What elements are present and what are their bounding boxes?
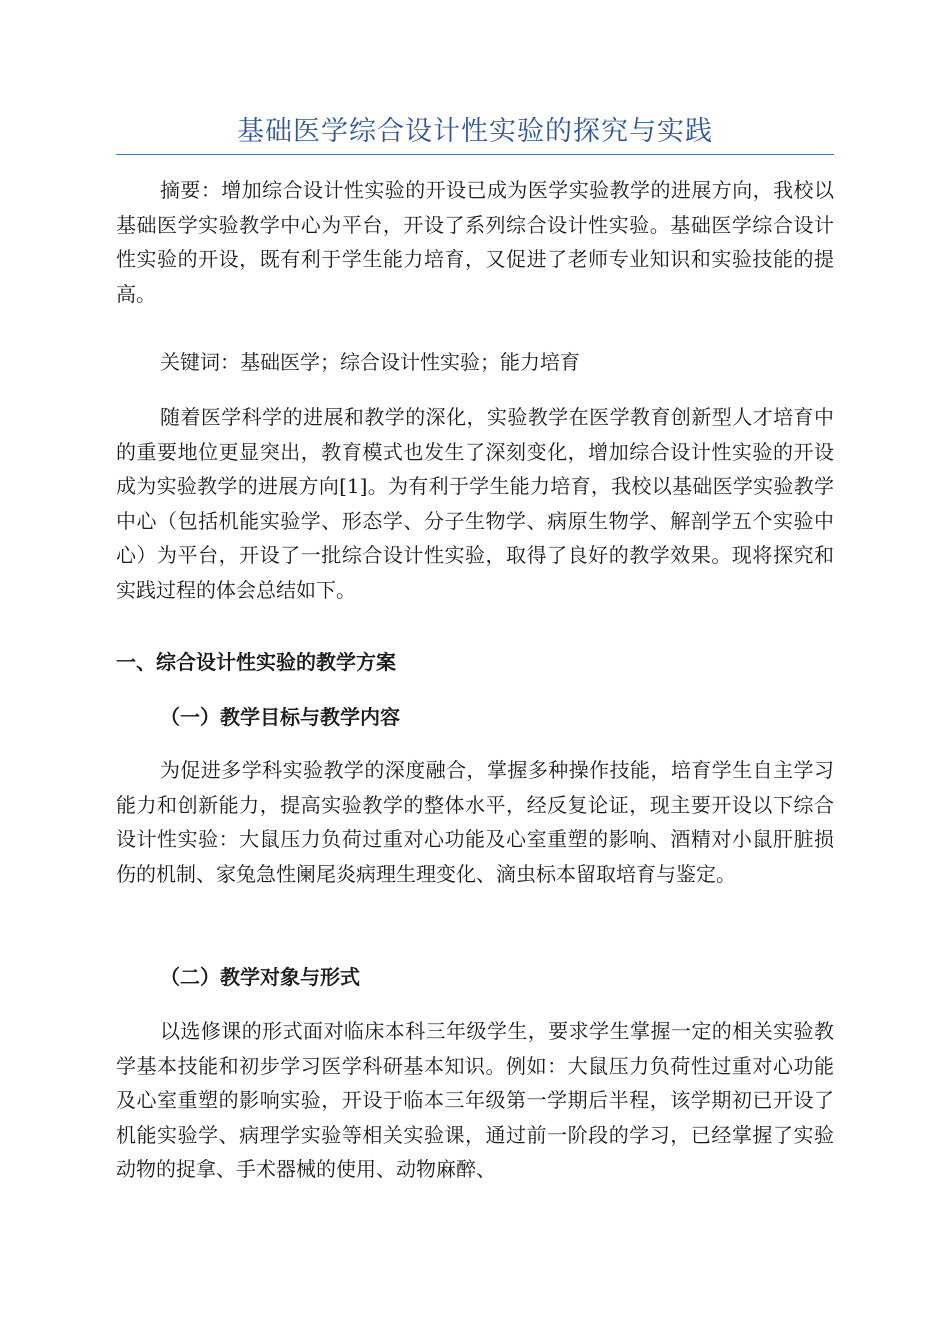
subsection-1-heading: （一）教学目标与教学内容: [160, 705, 400, 729]
title-underline: [116, 154, 834, 155]
subsection-2-heading: （二）教学对象与形式: [160, 965, 360, 989]
document-title: 基础医学综合设计性实验的探究与实践: [237, 116, 713, 147]
subsection-1-body: 为促进多学科实验教学的深度融合，掌握多种操作技能，培育学生自主学习能力和创新能力，提高实验教学的整体水平，经反复论证，现主要开设以下综合设计性实验：大鼠压力负荷过重对心功能及心室重塑的影响、酒精对小鼠肝脏损伤的机制、家兔急性阑尾炎病理生理变化、滴虫标本留取培育与鉴定。: [116, 758, 834, 886]
abstract-paragraph: 摘要：增加综合设计性实验的开设已成为医学实验教学的进展方向，我校以基础医学实验教学中心为平台，开设了系列综合设计性实验。基础医学综合设计性实验的开设，既有利于学生能力培育，又促进了老师专业知识和实验技能的提高。: [116, 178, 834, 306]
keywords-paragraph: 关键词：基础医学；综合设计性实验；能力培育: [160, 350, 580, 374]
intro-paragraph: 随着医学科学的进展和教学的深化，实验教学在医学教育创新型人才培育中的重要地位更显突出，教育模式也发生了深刻变化，增加综合设计性实验的开设成为实验教学的进展方向[1]。为有利于学生能力培育，我校以基础医学实验教学中心（包括机能实验学、形态学、分子生物学、病原生物学、解剖学五个实验中心）为平台，开设了一批综合设计性实验，取得了良好的教学效果。现将探究和实践过程的体会总结如下。: [116, 405, 834, 602]
subsection-2-body: 以选修课的形式面对临床本科三年级学生，要求学生掌握一定的相关实验教学基本技能和初步学习医学科研基本知识。例如：大鼠压力负荷性过重对心功能及心室重塑的影响实验，开设于临本三年级第一学期后半程，该学期初已开设了机能实验学、病理学实验等相关实验课，通过前一阶段的学习，已经掌握了实验动物的捉拿、手术器械的使用、动物麻醉、: [116, 1019, 834, 1181]
section-1-heading: 一、综合设计性实验的教学方案: [116, 650, 396, 674]
